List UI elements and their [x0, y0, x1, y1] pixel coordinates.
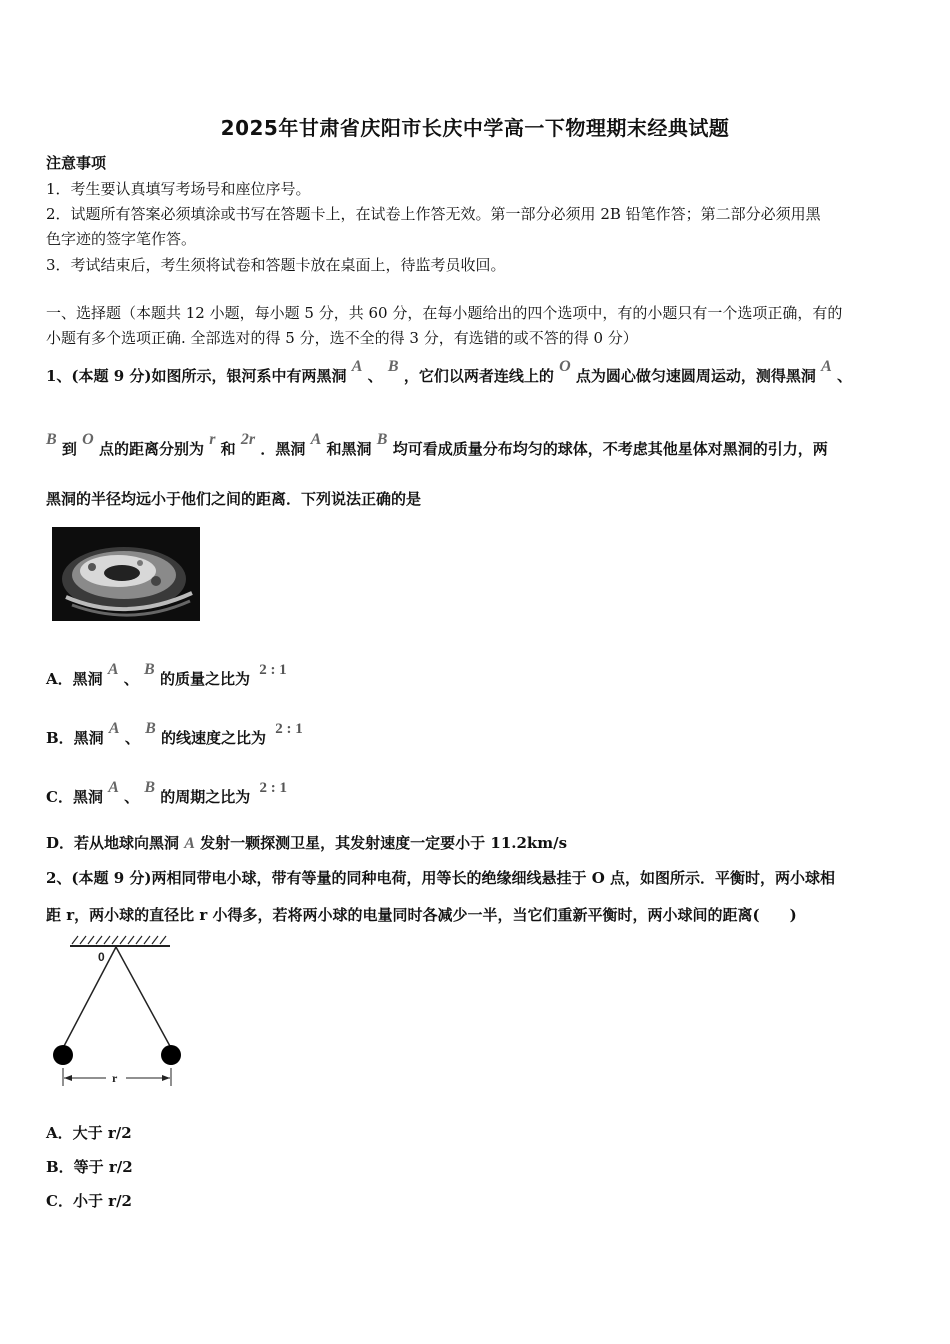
page-title: 2025年甘肃省庆阳市长庆中学高一下物理期末经典试题	[220, 116, 730, 140]
option-text: 的质量之比为	[159, 670, 250, 688]
black-hole-image	[52, 527, 200, 621]
option-label: B．黑洞	[46, 729, 104, 747]
notice-item-1: 1．考生要认真填写考场号和座位序号。	[46, 180, 311, 198]
notice-heading: 注意事项	[46, 154, 107, 172]
var-O: O	[82, 431, 94, 448]
var-A: A	[184, 835, 195, 852]
q1-line-3: 黑洞的半径均远小于他们之间的距离．下列说法正确的是	[46, 490, 422, 508]
option-text: 的线速度之比为	[160, 729, 266, 747]
ratio-value: 2 : 1	[275, 721, 303, 737]
var-A: A	[107, 661, 119, 678]
q1-line-1	[46, 358, 853, 386]
ratio-value: 2 : 1	[259, 780, 287, 796]
q1-text: 均可看成质量分布均匀的球体，不考虑其他星体对黑洞的引力，两	[392, 440, 828, 458]
var-B: B	[387, 358, 399, 375]
notice-item-2b: 色字迹的签字笔作答。	[46, 230, 197, 248]
arrow-left	[64, 1075, 72, 1081]
ball-right	[161, 1045, 181, 1065]
var-B: B	[46, 431, 57, 448]
q1-text: 点为圆心做匀速圆周运动，测得黑洞	[575, 367, 816, 385]
string-left	[63, 947, 116, 1048]
section-intro-2: 小题有多个选项正确. 全部选对的得 5 分，选不全的得 3 分，有选错的或不答的得 0 分）	[46, 329, 638, 347]
q1-text: 、	[837, 367, 853, 385]
option-label: C．黑洞	[46, 788, 103, 806]
q2-line-2: 距 r，两小球的直径比 r 小得多，若将两小球的电量同时各减少一半，当它们重新平衡时，两小球间的距离( )	[46, 906, 797, 924]
separator: 、	[123, 670, 139, 688]
var-A: A	[351, 358, 363, 375]
option-text: 的周期之比为	[160, 788, 251, 806]
q2-line-1: 2、(本题 9 分)两相同带电小球，带有等量的同种电荷，用等长的绝缘细线悬挂于 O 点，如图所示．平衡时，两小球相	[46, 869, 836, 887]
ratio-value: 2 : 1	[259, 662, 287, 678]
q2-option-c[interactable]: C．小于 r/2	[46, 1192, 132, 1210]
q1-text: 1、(本题 9 分)如图所示，银河系中有两黑洞	[46, 367, 347, 385]
ceiling-hatch	[72, 936, 166, 944]
q1-option-c[interactable]	[46, 779, 287, 807]
var-A: A	[108, 720, 120, 737]
q2-option-b[interactable]: B．等于 r/2	[46, 1158, 133, 1176]
option-label: D．若从地球向黑洞	[46, 834, 180, 852]
var-A: A	[310, 431, 322, 448]
var-B: B	[144, 779, 156, 796]
arrow-right	[162, 1075, 170, 1081]
q1-text: 点的距离分别为	[98, 440, 204, 458]
q1-option-d[interactable]	[46, 832, 567, 853]
option-label: A．黑洞	[46, 670, 103, 688]
var-r: r	[209, 431, 216, 448]
separator: 、	[124, 788, 140, 806]
pendulum-diagram	[48, 934, 188, 1094]
notice-item-2a: 2．试题所有答案必须填涂或书写在答题卡上，在试卷上作答无效。第一部分必须用 2B 铅笔作答；第二部分必须用黑	[46, 205, 821, 223]
q1-text: 和	[220, 440, 236, 458]
q1-text: ．黑洞	[260, 440, 306, 458]
var-2r: 2r	[240, 431, 256, 448]
var-O: O	[559, 358, 571, 375]
string-right	[116, 947, 171, 1048]
var-A: A	[108, 779, 119, 796]
q1-option-b[interactable]	[46, 720, 303, 748]
var-B: B	[144, 661, 155, 678]
var-B: B	[145, 720, 156, 737]
notice-item-3: 3．考试结束后，考生须将试卷和答题卡放在桌面上，待监考员收回。	[46, 256, 506, 274]
option-text: 发射一颗探测卫星，其发射速度一定要小于 11.2km/s	[200, 834, 568, 852]
q1-text: 到	[61, 440, 77, 458]
section-intro-1: 一、选择题（本题共 12 小题，每小题 5 分，共 60 分，在每小题给出的四个选项中，有的小题只有一个选项正确，有的	[46, 304, 843, 322]
q1-text: ，它们以两者连线上的	[403, 367, 554, 385]
q1-text: 、	[367, 367, 383, 385]
var-B: B	[376, 431, 388, 448]
ball-left	[53, 1045, 73, 1065]
fig-r-label: r	[112, 1071, 118, 1085]
q2-option-a[interactable]: A．大于 r/2	[46, 1124, 132, 1142]
q1-line-2	[46, 431, 828, 459]
fig-o-label: 0	[98, 950, 105, 964]
q1-text: 和黑洞	[326, 440, 372, 458]
q1-option-a[interactable]	[46, 661, 287, 689]
var-A: A	[821, 358, 832, 375]
separator: 、	[124, 729, 140, 747]
